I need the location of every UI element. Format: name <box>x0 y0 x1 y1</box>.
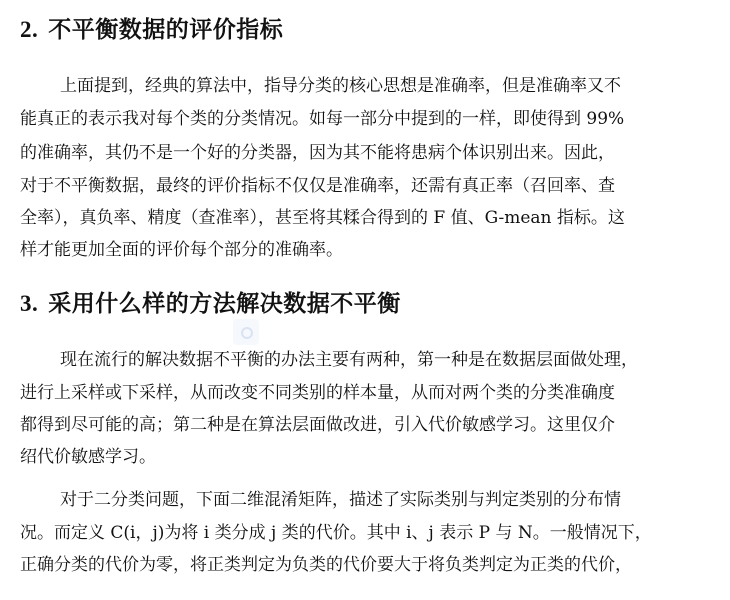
text-line: 现在流行的解决数据不平衡的办法主要有两种，第一种是在数据层面做处理， <box>60 350 638 370</box>
text-line: 对于不平衡数据，最终的评价指标不仅仅是准确率，还需有真正率（召回率、查 <box>20 176 615 196</box>
text-line: 对于二分类问题，下面二维混淆矩阵，描述了实际类别与判定类别的分布情 <box>60 490 621 510</box>
text-line: 况。而定义 C(i，j)为将 i 类分成 j 类的代价。其中 i、j 表示 P 与 N。一般情况下， <box>20 523 652 543</box>
text-line: 样才能更加全面的评价每个部分的准确率。 <box>20 240 343 260</box>
text-line: 绍代价敏感学习。 <box>20 447 156 467</box>
section-heading <box>20 288 401 320</box>
section-heading <box>20 14 283 46</box>
section-title: 采用什么样的方法解决数据不平衡 <box>48 291 401 317</box>
text-line: 进行上采样或下采样，从而改变不同类别的样本量，从而对两个类的分类准确度 <box>20 383 615 403</box>
section-title: 不平衡数据的评价指标 <box>48 17 284 43</box>
text-line: 都得到尽可能的高；第二种是在算法层面做改进，引入代价敏感学习。这里仅介 <box>20 415 615 435</box>
text-line: 全率），真负率、精度（查准率），甚至将其糅合得到的 F 值、G-mean 指标。这 <box>20 208 625 228</box>
section-number: 3. <box>20 291 39 316</box>
text-line: 的准确率，其仍不是一个好的分类器，因为其不能将患病个体识别出来。因此， <box>20 143 615 163</box>
text-line: 正确分类的代价为零，将正类判定为负类的代价要大于将负类判定为正类的代价， <box>20 555 632 575</box>
text-line: 上面提到，经典的算法中，指导分类的核心思想是准确率，但是准确率又不 <box>60 76 621 96</box>
watermark-icon <box>233 319 259 345</box>
text-line: 能真正的表示我对每个类的分类情况。如每一部分中提到的一样，即使得到 99% <box>20 109 625 129</box>
section-number: 2. <box>20 17 39 42</box>
